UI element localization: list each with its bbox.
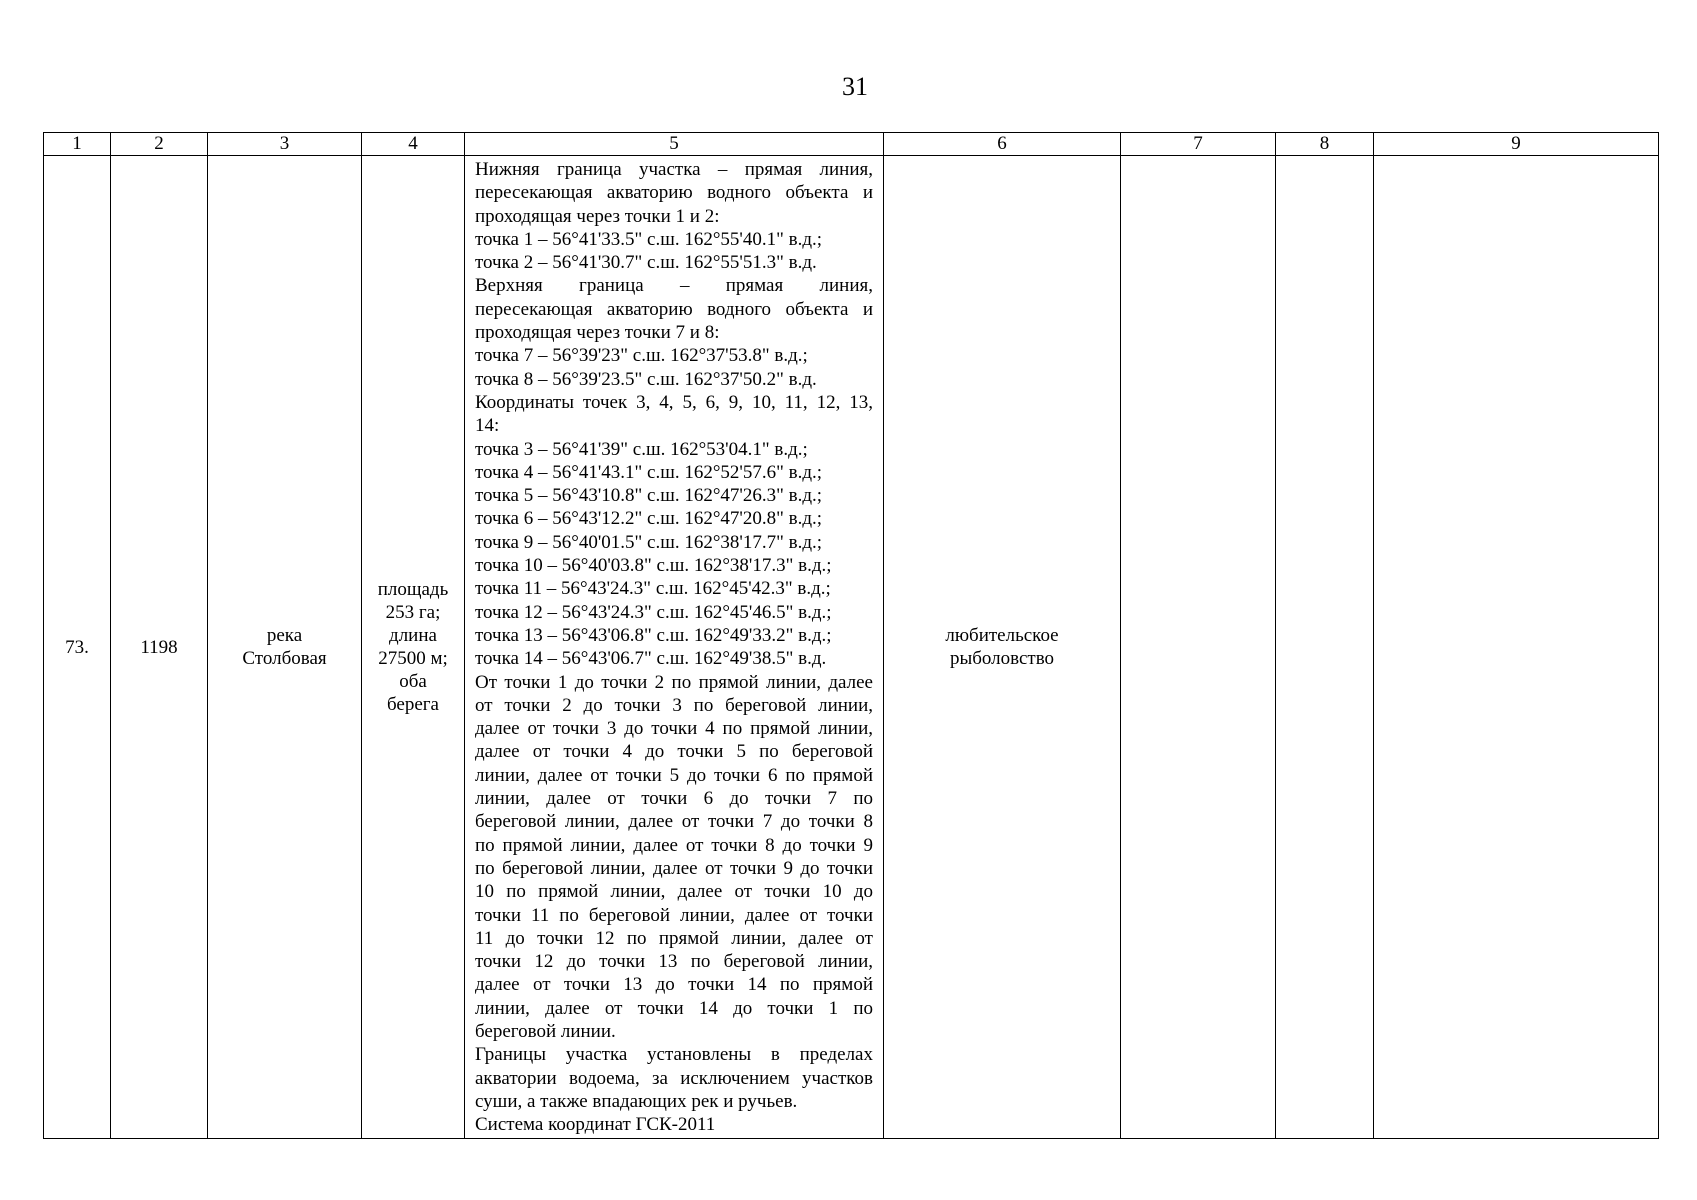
description-line: точка 6 – 56°43'12.2" с.ш. 162°47'20.8" в.д.; xyxy=(475,508,823,530)
purpose-line: рыболовство xyxy=(949,648,1055,669)
description-line: точки 12 до точки 13 по береговой линии, xyxy=(475,951,873,973)
area-line: 27500 м; xyxy=(378,648,448,669)
description-line: точка 3 – 56°41'39" с.ш. 162°53'04.1" в.д.; xyxy=(475,438,808,460)
description-line: суши, а также впадающих рек и ручьев. xyxy=(475,1090,798,1112)
boundary-description-cell xyxy=(465,156,884,1139)
boundary-description-text xyxy=(475,158,873,1136)
description-line: пересекающая акваторию водного объекта и xyxy=(475,298,873,320)
header-cell-7: 7 xyxy=(1121,133,1276,156)
description-line: точка 2 – 56°41'30.7" с.ш. 162°55'51.3" в.д. xyxy=(475,252,817,274)
header-cell-8: 8 xyxy=(1276,133,1374,156)
area-line: берега xyxy=(386,694,439,715)
column-9-cell xyxy=(1374,156,1659,1139)
description-line: береговой линии, далее от точки 7 до точки 8 xyxy=(475,811,873,833)
column-8-cell xyxy=(1276,156,1374,1139)
header-cell-5: 5 xyxy=(465,133,884,156)
description-line: проходящая через точки 1 и 2: xyxy=(475,205,720,227)
area-line: длина xyxy=(389,625,437,646)
description-line: далее от точки 3 до точки 4 по прямой линии, xyxy=(475,718,873,740)
description-line: далее от точки 4 до точки 5 по береговой xyxy=(475,741,873,763)
header-row xyxy=(44,133,1659,156)
description-line: береговой линии. xyxy=(475,1020,616,1042)
description-line: От точки 1 до точки 2 по прямой линии, далее xyxy=(475,671,873,693)
description-line: Границы участка установлены в пределах xyxy=(475,1044,873,1066)
description-line: точка 10 – 56°40'03.8" с.ш. 162°38'17.3" в.д.; xyxy=(475,555,832,577)
column-7-cell xyxy=(1121,156,1276,1139)
description-line: линии, далее от точки 14 до точки 1 по xyxy=(475,997,873,1019)
area-line: оба xyxy=(399,671,427,692)
header-cell-9: 9 xyxy=(1374,133,1659,156)
description-line: точка 14 – 56°43'06.7" с.ш. 162°49'38.5" в.д. xyxy=(475,648,827,670)
description-line: точка 11 – 56°43'24.3" с.ш. 162°45'42.3" в.д.; xyxy=(475,578,831,600)
header-cell-6: 6 xyxy=(884,133,1121,156)
description-line: Верхняя граница – прямая линия, xyxy=(475,275,873,297)
description-line: точка 5 – 56°43'10.8" с.ш. 162°47'26.3" в.д.; xyxy=(475,485,823,507)
description-line: точка 9 – 56°40'01.5" с.ш. 162°38'17.7" в.д.; xyxy=(475,531,823,553)
name-line: Столбовая xyxy=(242,648,327,669)
description-line: Нижняя граница участка – прямая линия, xyxy=(475,159,873,180)
description-line: от точки 2 до точки 3 по береговой линии, xyxy=(475,694,873,716)
document-table xyxy=(43,132,1659,1139)
description-line: 10 по прямой линии, далее от точки 10 до xyxy=(475,881,873,903)
description-line: по береговой линии, далее от точки 9 до точки xyxy=(475,857,873,879)
description-line: точка 8 – 56°39'23.5" с.ш. 162°37'50.2" в.д. xyxy=(475,368,817,390)
description-line: Координаты точек 3, 4, 5, 6, 9, 10, 11, 12, 13, xyxy=(475,391,873,413)
purpose-line: любительское xyxy=(945,625,1059,646)
header-cell-3: 3 xyxy=(208,133,362,156)
description-line: точка 12 – 56°43'24.3" с.ш. 162°45'46.5" в.д.; xyxy=(475,601,832,623)
description-line: Система координат ГСК-2011 xyxy=(475,1114,716,1136)
table-row xyxy=(44,156,1659,1139)
purpose-cell xyxy=(884,156,1121,1139)
description-line: акватории водоема, за исключением участков xyxy=(475,1067,873,1089)
description-line: линии, далее от точки 5 до точки 6 по прямой xyxy=(475,764,873,786)
description-line: точка 7 – 56°39'23" с.ш. 162°37'53.8" в.д.; xyxy=(475,345,808,367)
area-line: 253 га; xyxy=(385,602,441,623)
page-number: 31 xyxy=(842,72,868,101)
name-line: река xyxy=(266,625,303,646)
header-cell-4: 4 xyxy=(362,133,465,156)
area-line: площадь xyxy=(377,579,449,600)
row-number-cell: 73. xyxy=(44,156,111,1139)
area-cell xyxy=(362,156,465,1139)
description-line: линии, далее от точки 6 до точки 7 по xyxy=(475,788,873,810)
description-line: далее от точки 13 до точки 14 по прямой xyxy=(475,974,873,996)
header-cell-1: 1 xyxy=(44,133,111,156)
water-body-name-cell xyxy=(208,156,362,1139)
header-cell-2: 2 xyxy=(111,133,208,156)
code-cell: 1198 xyxy=(111,156,208,1139)
description-line: точка 13 – 56°43'06.8" с.ш. 162°49'33.2" в.д.; xyxy=(475,624,832,646)
description-line: 14: xyxy=(475,415,500,437)
description-line: точка 1 – 56°41'33.5" с.ш. 162°55'40.1" в.д.; xyxy=(475,228,823,250)
description-line: пересекающая акваторию водного объекта и xyxy=(475,182,873,204)
description-line: 11 до точки 12 по прямой линии, далее от xyxy=(475,927,873,949)
description-line: по прямой линии, далее от точки 8 до точки 9 xyxy=(475,834,873,856)
description-line: точка 4 – 56°41'43.1" с.ш. 162°52'57.6" в.д.; xyxy=(475,461,823,483)
description-line: точки 11 по береговой линии, далее от точки xyxy=(475,904,873,926)
description-line: проходящая через точки 7 и 8: xyxy=(475,322,720,344)
